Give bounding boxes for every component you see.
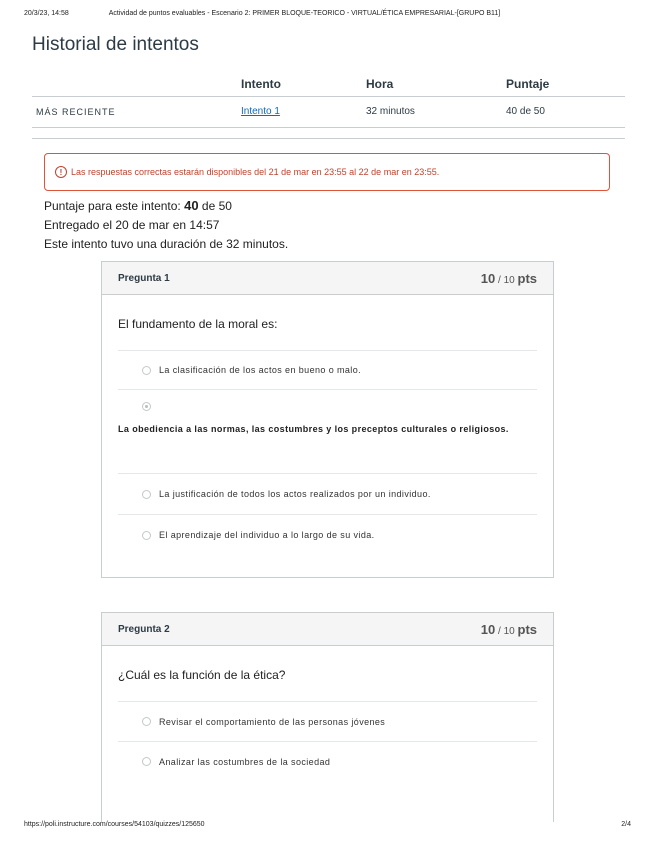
attempt-score-line — [44, 196, 288, 216]
radio-button-icon[interactable] — [142, 490, 151, 499]
divider — [32, 138, 625, 139]
table-row — [32, 97, 625, 128]
column-header-score: Puntaje — [506, 73, 625, 97]
alert-circle-icon: ! — [55, 166, 67, 178]
column-header-empty — [32, 73, 241, 97]
column-header-time: Hora — [366, 73, 506, 97]
question-text: El fundamento de la moral es: — [118, 295, 537, 351]
time-cell: 32 minutos — [366, 97, 506, 128]
answer-text: Revisar el comportamiento de las personas jóvenes — [159, 716, 386, 727]
submitted-line: Entregado el 20 de mar en 14:57 — [44, 218, 220, 232]
pdf-footer — [24, 821, 631, 828]
page-title: Historial de intentos — [32, 34, 199, 55]
score-earned: 10 — [480, 270, 496, 286]
score-unit: pts — [517, 270, 537, 286]
attempt-cell — [241, 97, 366, 128]
question-header — [102, 262, 553, 295]
question-score — [481, 622, 537, 637]
answer-option[interactable] — [118, 515, 537, 555]
answer-text: Analizar las costumbres de la sociedad — [159, 756, 331, 767]
alert-text: Las respuestas correctas estarán disponibles del 21 de mar en 23:55 al 22 de mar en 23:55. — [71, 167, 440, 177]
attempt-link[interactable]: Intento 1 — [241, 106, 280, 117]
radio-button-icon[interactable] — [142, 366, 151, 375]
page-number: 2/4 — [621, 821, 631, 828]
attempt-history-table — [32, 73, 625, 128]
attempt-summary — [44, 196, 288, 254]
score-prefix: Puntaje para este intento: — [44, 199, 185, 213]
question-card-2 — [101, 612, 554, 822]
score-max: / 10 — [495, 625, 518, 637]
answer-option[interactable] — [118, 351, 537, 390]
score-suffix: de 50 — [198, 199, 232, 213]
answer-option[interactable] — [118, 474, 537, 515]
answer-text: El aprendizaje del individuo a lo largo de su vida. — [159, 530, 375, 540]
table-header-row — [32, 73, 625, 97]
answer-option-selected[interactable] — [118, 390, 537, 474]
question-text: ¿Cuál es la función de la ética? — [118, 646, 537, 702]
score-earned: 10 — [480, 621, 496, 637]
question-label: Pregunta 1 — [118, 272, 170, 284]
pdf-header — [24, 10, 631, 17]
score-value: 40 — [184, 198, 199, 213]
radio-button-selected-icon[interactable] — [142, 402, 151, 411]
answer-text: La obediencia a las normas, las costumbres y los preceptos culturales o religiosos. — [118, 424, 509, 434]
duration-line: Este intento tuvo una duración de 32 minutos. — [44, 237, 289, 251]
question-label: Pregunta 2 — [118, 623, 170, 635]
document-title: Actividad de puntos evaluables - Escenario 2: PRIMER BLOQUE-TEORICO - VIRTUAL/ÉTICA EMPRESARIAL-[GRUPO B11] — [108, 10, 501, 17]
question-header — [102, 613, 553, 646]
page-url: https://poli.instructure.com/courses/54103/quizzes/125650 — [24, 821, 205, 828]
radio-button-icon[interactable] — [142, 717, 151, 726]
score-unit: pts — [517, 621, 537, 637]
column-header-attempt: Intento — [241, 73, 366, 97]
answer-option[interactable] — [118, 742, 537, 781]
most-recent-label: MÁS RECIENTE — [32, 97, 241, 128]
score-max: / 10 — [495, 274, 518, 286]
radio-button-icon[interactable] — [142, 757, 151, 766]
radio-button-icon[interactable] — [142, 531, 151, 540]
question-score — [481, 271, 537, 286]
answer-option[interactable] — [118, 702, 537, 742]
score-cell: 40 de 50 — [506, 97, 625, 128]
question-card-1 — [101, 261, 554, 578]
print-datetime: 20/3/23, 14:58 — [24, 10, 69, 17]
answer-text: La justificación de todos los actos realizados por un individuo. — [159, 489, 431, 499]
answers-availability-alert — [44, 153, 610, 191]
answer-text: La clasificación de los actos en bueno o malo. — [159, 365, 362, 375]
